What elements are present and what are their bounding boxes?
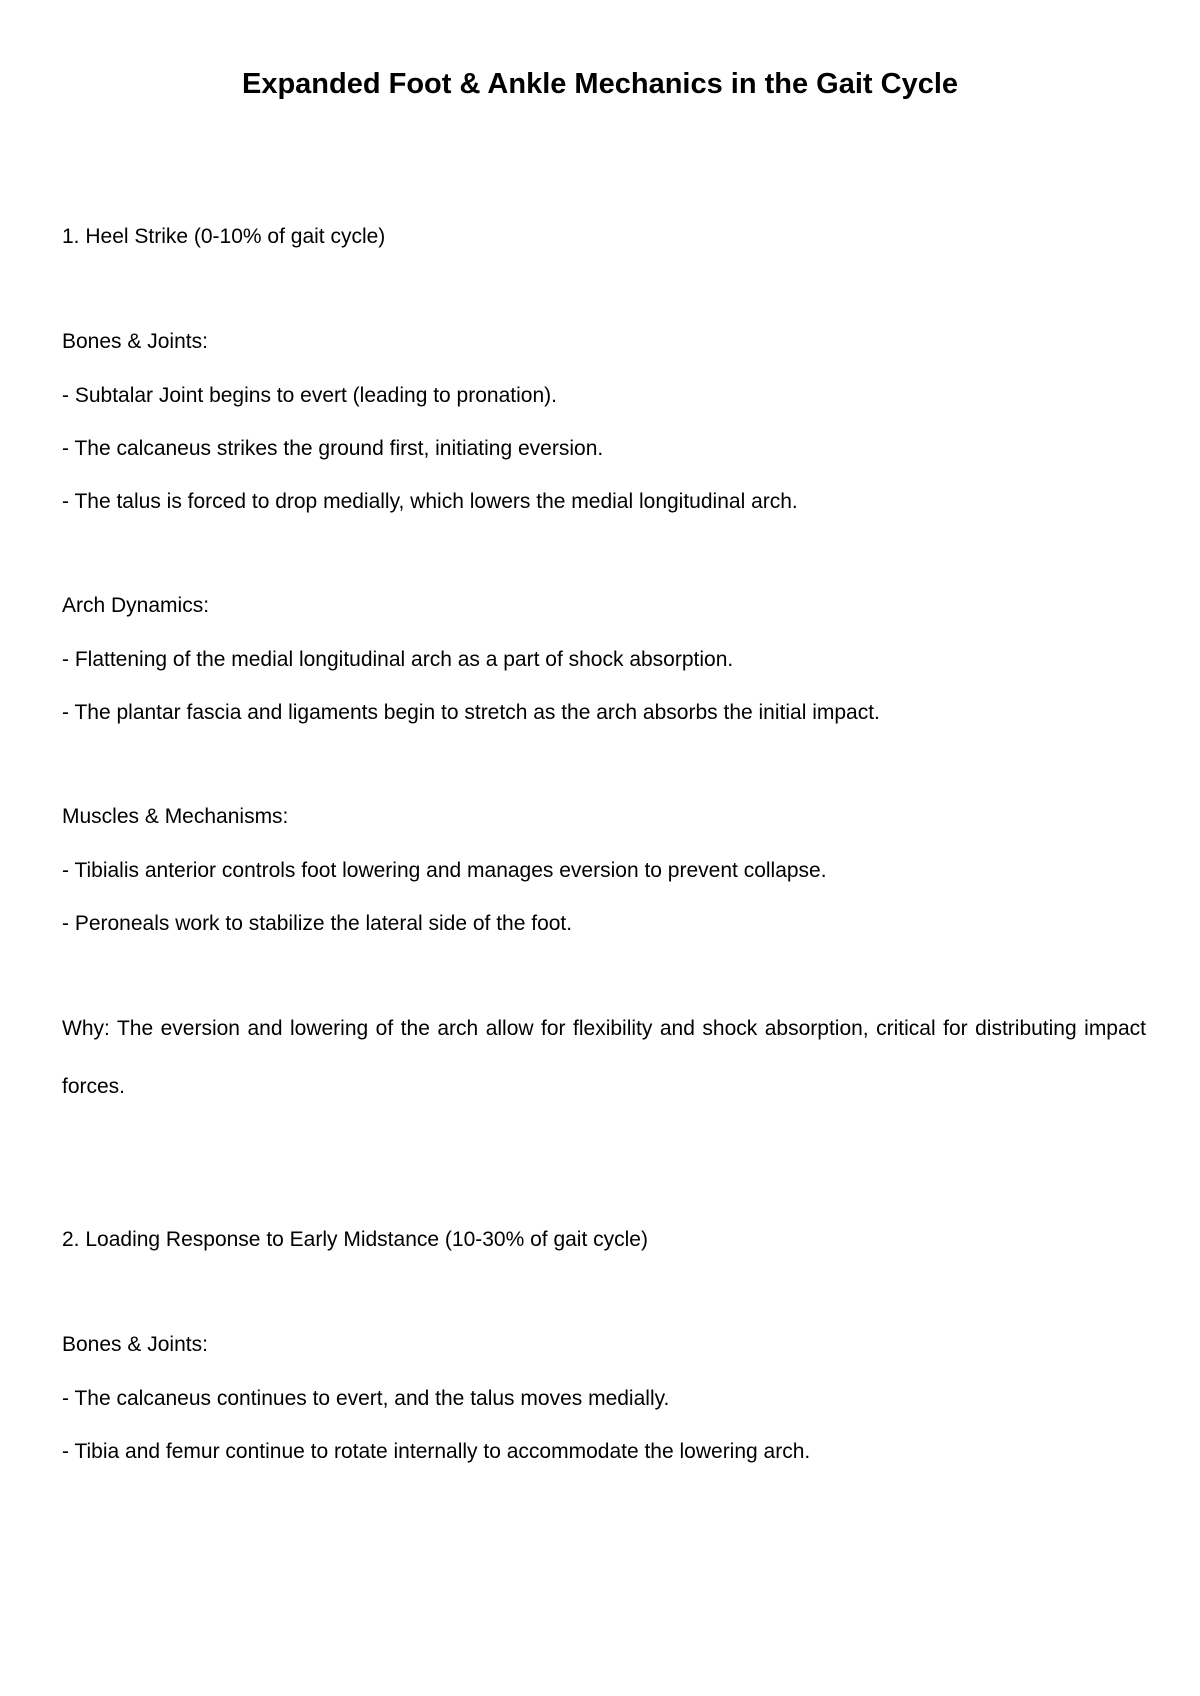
- document-title: Expanded Foot & Ankle Mechanics in the Gait Cycle: [241, 68, 959, 100]
- subsection-heading: Muscles & Mechanisms:: [62, 805, 289, 828]
- subsection-heading: Arch Dynamics:: [62, 594, 210, 617]
- subsection-heading: Bones & Joints:: [62, 1333, 208, 1356]
- section-heading: 2. Loading Response to Early Midstance (10-30% of gait cycle): [62, 1228, 648, 1251]
- list-item: - Tibialis anterior controls foot lowering and manages eversion to prevent collapse.: [62, 859, 827, 882]
- list-item: - The calcaneus continues to evert, and the talus moves medially.: [62, 1387, 670, 1410]
- list-item: - Peroneals work to stabilize the lateral side of the foot.: [62, 912, 573, 935]
- section-heading: 1. Heel Strike (0-10% of gait cycle): [62, 225, 386, 248]
- list-item: - The calcaneus strikes the ground first, initiating eversion.: [62, 437, 604, 460]
- list-item: - The plantar fascia and ligaments begin to stretch as the arch absorbs the initial impact.: [62, 701, 880, 724]
- subsection-heading: Bones & Joints:: [62, 330, 208, 353]
- why-paragraph: Why: The eversion and lowering of the arch allow for flexibility and shock absorption, critical for distributing impact forces.: [62, 1017, 1146, 1098]
- list-item: - Subtalar Joint begins to evert (leading to pronation).: [62, 384, 557, 407]
- list-item: - Tibia and femur continue to rotate internally to accommodate the lowering arch.: [62, 1440, 811, 1463]
- list-item: - The talus is forced to drop medially, which lowers the medial longitudinal arch.: [62, 490, 798, 513]
- list-item: - Flattening of the medial longitudinal arch as a part of shock absorption.: [62, 648, 734, 671]
